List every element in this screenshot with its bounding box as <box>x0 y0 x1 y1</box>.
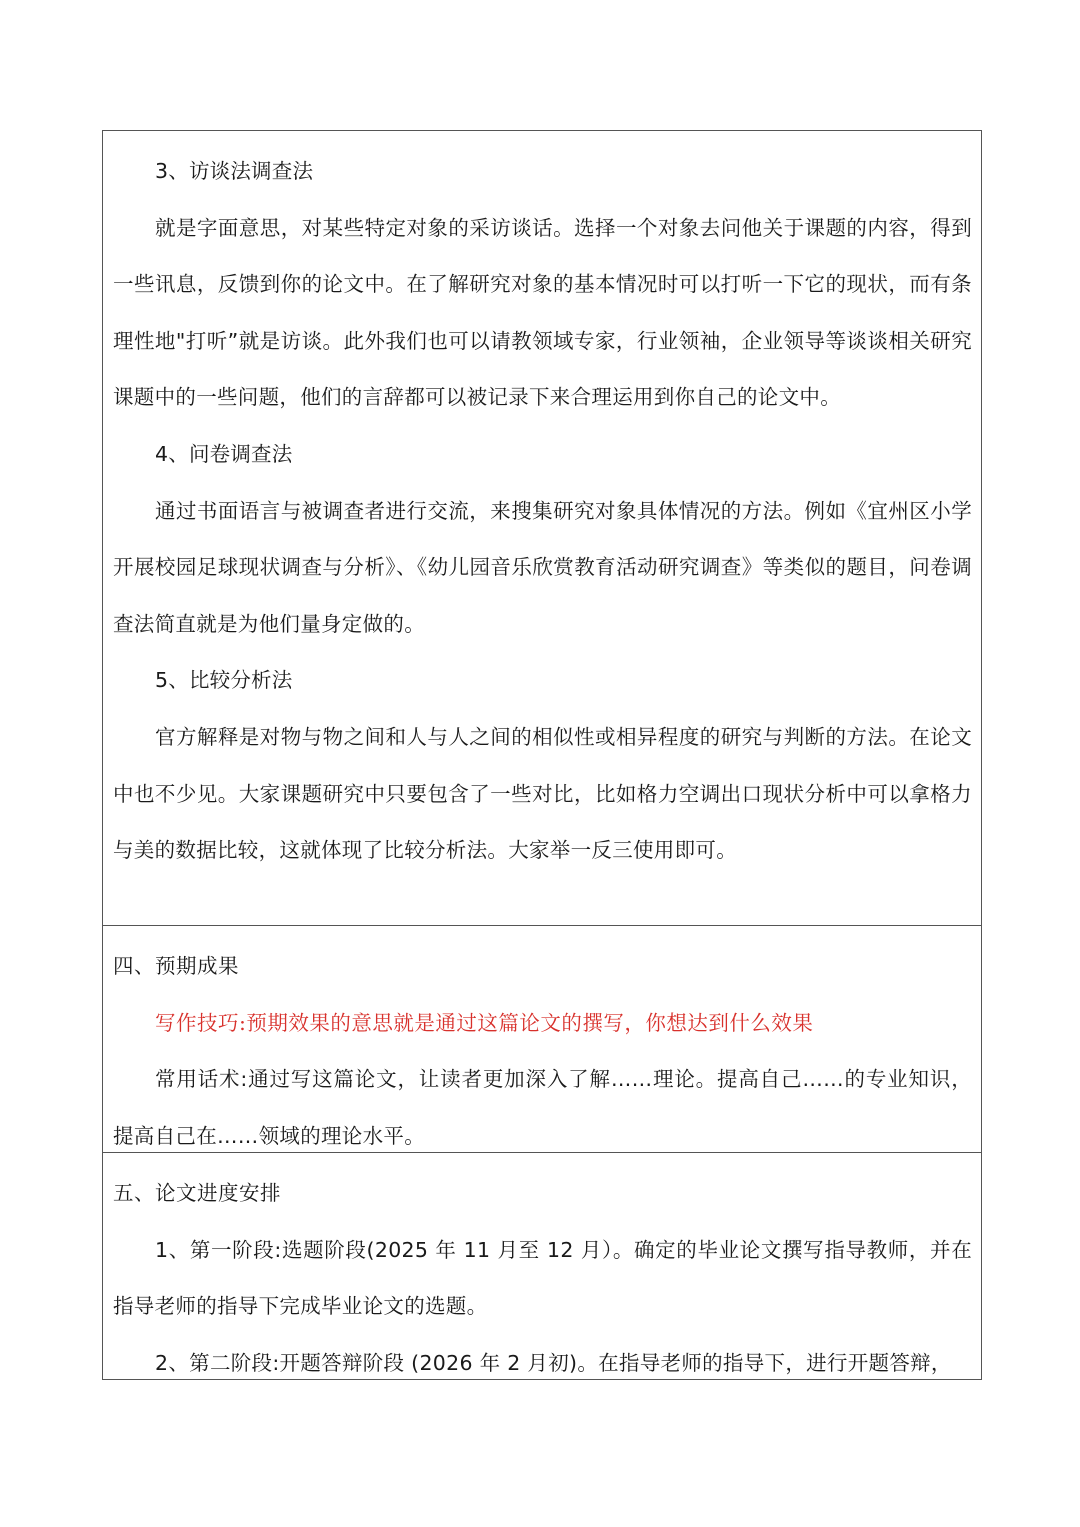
results-writing-tip: 写作技巧:预期效果的意思就是通过这篇论文的撰写，你想达到什么效果 <box>155 1010 814 1035</box>
results-heading: 四、预期成果 <box>113 954 239 978</box>
item4-heading: 4、问卷调查法 <box>155 441 293 466</box>
item5-body: 官方解释是对物与物之间和人与人之间的相似性或相异程度的研究与判断的方法。在论文中也不少见。大家课题研究中只要包含了一些对比，比如格力空调出口现状分析中可以拿格力与美的数据比较，这就体现了比较分析法。大家举一反三使用即可。 <box>113 724 972 863</box>
schedule-heading: 五、论文进度安排 <box>113 1181 281 1205</box>
item3-heading: 3、访谈法调查法 <box>155 159 314 183</box>
proposal-table <box>102 130 982 1380</box>
item5-heading: 5、比较分析法 <box>155 668 293 693</box>
results-cell <box>103 926 981 1153</box>
item4-body: 通过书面语言与被调查者进行交流，来搜集研究对象具体情况的方法。例如《宜州区小学开展校园足球现状调查与分析》、《幼儿园音乐欣赏教育活动研究调查》等类似的题目，问卷调查法简直就是为他们量身定做的。 <box>113 498 972 636</box>
item3-body: 就是字面意思，对某些特定对象的采访谈话。选择一个对象去问他关于课题的内容，得到一些讯息，反馈到你的论文中。在了解研究对象的基本情况时可以打听一下它的现状，而有条理性地"打听”就是访谈。此外我们也可以请教领域专家，行业领袖，企业领导等谈谈相关研究课题中的一些问题，他们的言辞都可以被记录下来合理运用到你自己的论文中。 <box>113 215 972 410</box>
results-common-phrase: 常用话术:通过写这篇论文，让读者更加深入了解……理论。提高自己……的专业知识，提高自己在……领域的理论水平。 <box>113 1067 972 1148</box>
schedule-stage-2: 2、第二阶段:开题答辩阶段 (2026 年 2 月初)。在指导老师的指导下，进行开题答辩， <box>155 1350 952 1375</box>
methods-cell <box>103 131 981 926</box>
schedule-cell <box>103 1153 981 1379</box>
schedule-stage-1: 1、第一阶段:选题阶段(2025 年 11 月至 12 月）。确定的毕业论文撰写指导教师，并在指导老师的指导下完成毕业论文的选题。 <box>113 1237 972 1319</box>
